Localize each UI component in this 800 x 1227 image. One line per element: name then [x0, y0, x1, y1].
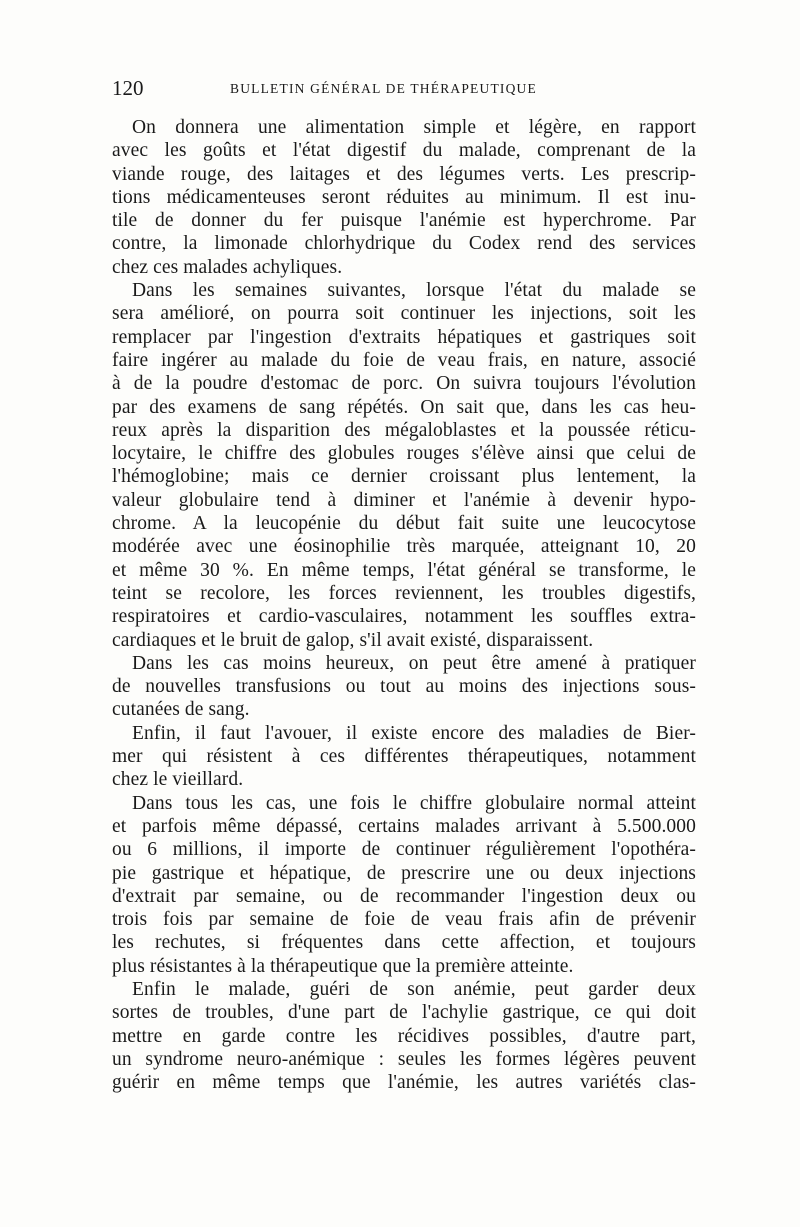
text-line: valeur globulaire tend à diminer et l'anémie à devenir hypo-: [112, 489, 696, 511]
journal-title: BULLETIN GÉNÉRAL DE THÉRAPEUTIQUE: [230, 81, 537, 96]
text-line: sortes de troubles, d'une part de l'achylie gastrique, ce qui doit: [112, 1002, 696, 1024]
text-line: trois fois par semaine de foie de veau frais afin de prévenir: [112, 909, 696, 931]
text-line: pie gastrique et hépatique, de prescrire une ou deux injections: [112, 862, 696, 884]
text-line: Dans les semaines suivantes, lorsque l'état du malade se: [132, 280, 696, 302]
text-line: chrome. A la leucopénie du début fait suite une leucocytose: [112, 513, 696, 535]
text-line: ou 6 millions, il importe de continuer régulièrement l'opothéra-: [112, 839, 696, 861]
text-line: par des examens de sang répétés. On sait que, dans les cas heu-: [112, 396, 696, 418]
text-line: les rechutes, si fréquentes dans cette affection, et toujours: [112, 932, 696, 954]
text-line: tions médicamenteuses seront réduites au minimum. Il est inu-: [112, 186, 696, 208]
text-line: mer qui résistent à ces différentes thérapeutiques, notamment: [112, 746, 696, 768]
text-line: d'extrait par semaine, ou de recommander l'ingestion deux ou: [112, 885, 696, 907]
text-line: chez le vieillard.: [112, 769, 244, 791]
text-line: modérée avec une éosinophilie très marquée, atteignant 10, 20: [112, 536, 696, 558]
text-line: On donnera une alimentation simple et légère, en rapport: [132, 117, 696, 138]
text-line: plus résistantes à la thérapeutique que la première atteinte.: [112, 955, 574, 977]
text-line: et même 30 %. En même temps, l'état général se transforme, le: [112, 559, 696, 581]
body-text: [112, 116, 696, 1094]
text-line: un syndrome neuro-anémique : seules les formes légères peuvent: [112, 1048, 696, 1070]
text-line: viande rouge, des laitages et des légumes verts. Les prescrip-: [112, 163, 696, 185]
text-line: faire ingérer au malade du foie de veau frais, en nature, associé: [112, 349, 696, 371]
text-line: locytaire, le chiffre des globules rouges s'élève ainsi que celui de: [112, 443, 696, 465]
text-line: reux après la disparition des mégaloblastes et la poussée réticu-: [112, 419, 696, 441]
text-line: et parfois même dépassé, certains malades arrivant à 5.500.000: [112, 815, 696, 837]
text-line: Dans les cas moins heureux, on peut être amené à pratiquer: [132, 652, 696, 674]
text-line: tile de donner du fer puisque l'anémie est hyperchrome. Par: [112, 210, 696, 232]
text-line: mettre en garde contre les récidives possibles, d'autre part,: [112, 1025, 696, 1047]
text-line: contre, la limonade chlorhydrique du Codex rend des services: [112, 233, 696, 255]
text-line: sera amélioré, on pourra soit continuer les injections, soit les: [112, 303, 696, 325]
text-line: respiratoires et cardio-vasculaires, notamment les souffles extra-: [112, 606, 696, 628]
text-line: Enfin le malade, guéri de son anémie, peut garder deux: [132, 978, 696, 1000]
text-line: Enfin, il faut l'avouer, il existe encore des maladies de Bier-: [132, 722, 696, 744]
text-line: remplacer par l'ingestion d'extraits hépatiques et gastriques soit: [112, 326, 696, 348]
text-line: avec les goûts et l'état digestif du malade, comprenant de la: [112, 140, 696, 162]
text-line: l'hémoglobine; mais ce dernier croissant plus lentement, la: [112, 466, 696, 488]
text-line: guérir en même temps que l'anémie, les autres variétés clas-: [112, 1072, 696, 1094]
text-line: cardiaques et le bruit de galop, s'il avait existé, disparaissent.: [112, 629, 594, 651]
text-line: Dans tous les cas, une fois le chiffre globulaire normal atteint: [132, 792, 696, 814]
text-line: à de la poudre d'estomac de porc. On suivra toujours l'évolution: [112, 373, 696, 395]
text-line: teint se recolore, les forces reviennent, les troubles digestifs,: [112, 582, 696, 604]
running-header: [112, 76, 692, 100]
text-line: chez ces malades achyliques.: [112, 256, 343, 278]
page-number: 120: [112, 76, 144, 100]
text-line: de nouvelles transfusions ou tout au moins des injections sous-: [112, 676, 696, 698]
text-line: cutanées de sang.: [112, 699, 250, 721]
